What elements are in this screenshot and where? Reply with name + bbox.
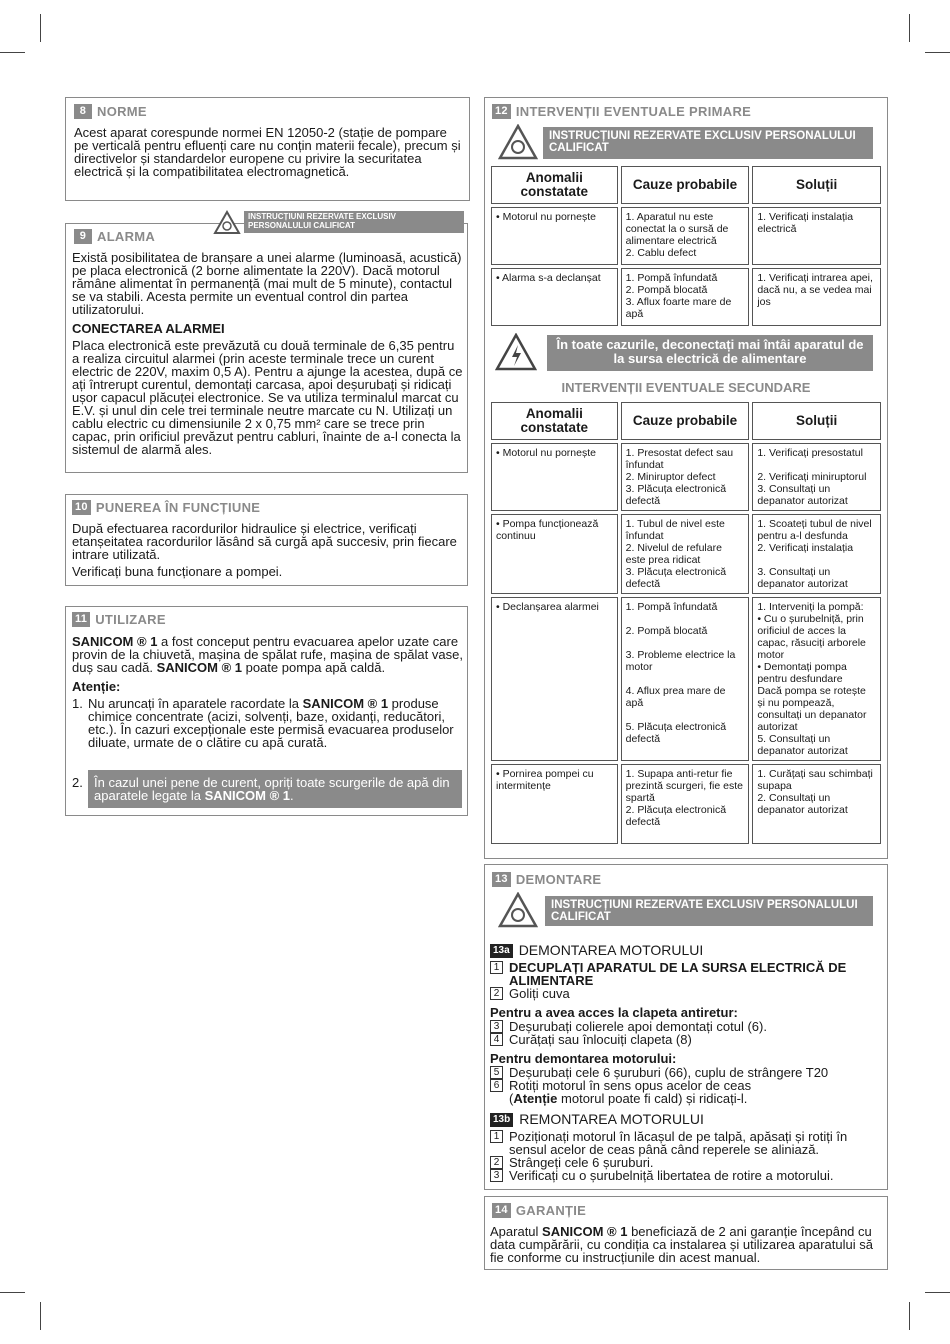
text: . [290,788,294,803]
utilizare-text [72,635,466,749]
qualified-personnel-banner: INSTRUCȚIUNI REZERVATE EXCLUSIV PERSONALULUI CALIFICAT [543,127,873,159]
step-text: Goliți cuva [509,986,570,1001]
table-cell: 1. Verificați intrarea apei, dacă nu, a se vedea mai jos [752,268,881,326]
electrical-hazard-icon [495,333,537,371]
column-header: Cauze probabile [621,402,750,440]
table-cell: 1. Aparatul nu este conectat la o sursă de alimentare electrică 2. Cablu defect [621,207,750,265]
section-title: UTILIZARE [95,612,166,627]
section-punere-heading [72,500,260,515]
column-header: Cauze probabile [621,166,750,204]
brand-name: SANICOM ® 1 [204,788,291,803]
table-cell: • Pompa funcționează continuu [491,514,618,594]
table-row [491,268,881,326]
section-number: 8 [74,104,92,119]
caution-triangle-icon [498,124,538,160]
qualified-personnel-banner: INSTRUCȚIUNI REZERVATE EXCLUSIV PERSONALULUI CALIFICAT [545,896,873,926]
brand-name: SANICOM ® 1 [542,1224,628,1239]
paragraph: Acest aparat corespunde normei EN 12050-2 (stație de pompare pe verticală pentru efluenți care nu conțin materii fecale), precum și directivelor și standardelor europene cu privire la securitatea electrică și la compatibilitatea electromagnetică. [74,125,461,179]
table-cell: • Motorul nu pornește [491,443,618,511]
crop-mark [40,14,41,42]
list-item [490,987,884,1000]
table-row [491,764,881,844]
table-row [491,207,881,265]
section-alarma-heading [74,229,155,244]
paragraph [490,1225,884,1264]
section-title: ALARMA [97,229,156,244]
section-interventii-heading [492,104,751,119]
section-title: GARANȚIE [515,1203,587,1218]
table-cell: • Motorul nu pornește [491,207,618,265]
brand-name: SANICOM ® 1 [302,696,389,711]
section-utilizare-heading [72,612,166,627]
table-row [491,443,881,511]
secondary-interventions-table [488,399,884,847]
step-text: Strângeți cele 6 șuruburi. [509,1155,654,1170]
brand-name: SANICOM ® 1 [72,634,158,649]
garantie-text [490,1225,884,1268]
step-number: 3 [490,1020,503,1033]
subheading: CONECTAREA ALARMEI [72,321,225,336]
table-cell: 1. Verificați presostatul 2. Verificați miniruptorul 3. Consultați un depanator autorizat [752,443,881,511]
section-title: NORME [97,104,147,119]
qualified-personnel-banner: INSTRUCȚIUNI REZERVATE EXCLUSIV PERSONALULUI CALIFICAT [244,211,464,233]
paragraph: Verificați buna funcționare a pompei. [72,564,283,579]
table-cell: • Pornirea pompei cu intermitențe [491,764,618,844]
item-number: 1. [72,696,83,711]
list-item [72,776,83,789]
subheading: Atenție: [72,679,121,694]
table-cell: 1. Presostat defect sau înfundat 2. Miniruptor defect 3. Plăcuța electronică defectă [621,443,750,511]
caution-triangle-icon [213,210,241,235]
list-item [490,1033,884,1046]
table-cell: 1. Pompă înfundată 2. Pompă blocată 3. Probleme electrice la motor 4. Aflux prea mare de apă 5. Plăcuța electronică defectă [621,597,750,761]
step-number: 3 [490,1169,503,1182]
alarma-text [72,251,464,460]
section-number: 10 [72,500,91,515]
primary-interventions-table [488,163,884,329]
text: a fost conceput pentru evacuarea apelor uzate care provin de la chiuvetă, mașina de spălat rufe, mașina de spălat vase, duș sau cadă. [72,634,463,675]
step-text: Poziționați motorul în lăcașul de pe talpă, apăsați și rotiți în sensul acelor de ceas până când reperele se aliniază. [509,1129,848,1157]
paragraph [72,635,466,674]
table-cell: 1. Pompă înfundată 2. Pompă blocată 3. Aflux foarte mare de apă [621,268,750,326]
step-text: Atenție [513,1091,558,1106]
subsection-number: 13a [490,944,513,958]
list-item [490,1130,884,1156]
table-header-row [491,166,881,204]
step-text: DECUPLAȚI APARATUL DE LA SURSA ELECTRICĂ DE ALIMENTARE [509,960,847,988]
crop-mark [0,1292,25,1293]
column-header: Anomalii constatate [491,402,618,440]
table-cell: • Alarma s-a declanșat [491,268,618,326]
section-title: DEMONTARE [515,872,602,887]
step-text: Deșurubați cele 6 șuruburi (66), cuplu de strângere T20 [509,1065,829,1080]
crop-mark [909,1302,910,1330]
step-number: 2 [490,1156,503,1169]
brand-name: SANICOM ® 1 [156,660,242,675]
step-text: Rotiți motorul în sens opus acelor de ceas [509,1078,752,1093]
section-number: 13 [492,872,511,887]
crop-mark [925,52,950,53]
text: În cazul unei pene de curent, opriți toate scurgerile de apă din aparatele legate la [94,775,450,803]
paragraph: După efectuarea racordurilor hidraulice și electrice, verificați etanșeitatea racordurilor lăsând să curgă apă succesiv, prin fiecare intrare utilizată. [72,521,457,562]
step-text: motorul poate fi cald) și ridicați-l. [557,1091,748,1106]
paragraph: Există posibilitatea de branșare a unei alarme (luminoasă, acustică) pe placa electronică (2 borne alimentate la 220V). Dacă motorul rămâne alimentat în permanență (mai mult de 5 minute), contactul se va stabili. Acesta permite un eventual control din partea utilizatorului. [72,250,462,317]
table-cell: 1. Verificați instalația electrică [752,207,881,265]
step-number: 2 [490,987,503,1000]
list-item [72,697,466,749]
caution-triangle-icon [498,892,538,928]
list-item [490,1169,884,1182]
column-header: Soluții [752,402,881,440]
item-number: 2. [72,775,83,790]
table-cell: 1. Scoateți tubul de nivel pentru a-l desfunda 2. Verificați instalația 3. Consultați un depanator autorizat [752,514,881,594]
step-number: 1 [490,961,503,974]
section-number: 11 [72,612,90,627]
crop-mark [909,14,910,42]
column-header: Soluții [752,166,881,204]
section-number: 14 [492,1203,511,1218]
step-group-heading: Pentru a avea acces la clapeta antiretur: [490,1005,738,1020]
paragraph: Placa electronică este prevăzută cu două terminale de 6,35 pentru a realiza circuitul alarmei (prin aceste terminale trece un curent electric de 220V, maxim 0,5 A). Pentru a ajunge la acestea, după ce ați întrerupt curentul, demontați carcasa, apoi deșurubați și ridicați ușor capacul plăcuței electronice. Se va utiliza terminalul marcat cu E.V. și unul din cele trei terminale neutre marcate cu N. Utilizați un cablu electric cu dimensiunile 2 x 0,75 mm² care se trece prin capac, prin orificiul prevăzut pentru cabluri, înainte de a-l conecta la sistemul de alarmă ales. [72,338,463,457]
section-norme-heading [74,104,147,119]
step-number: 4 [490,1033,503,1046]
secondary-interventions-title: INTERVENȚII EVENTUALE SECUNDARE [561,380,811,395]
norme-text [74,126,464,182]
crop-mark [925,1292,950,1293]
subsection-heading [490,1113,884,1127]
punere-text [72,522,464,582]
table-cell: 1. Tubul de nivel este înfundat 2. Nivelul de refulare este prea ridicat 3. Plăcuța electronică defectă [621,514,750,594]
text: Aparatul [490,1224,543,1239]
power-outage-note [88,770,462,808]
text: poate pompa apă caldă. [241,660,386,675]
text: beneficiază de 2 ani garanție începând cu data cumpărării, cu condiția ca instalarea și utilizarea aparatului să fie conforme cu instrucțiunile din acest manual. [490,1224,873,1265]
subsection-title: REMONTAREA MOTORULUI [519,1111,704,1127]
table-header-row [491,402,881,440]
section-title: PUNEREA ÎN FUNCȚIUNE [95,500,261,515]
step-text: Verificați cu o șurubelniță libertatea de rotire a motorului. [509,1168,834,1183]
table-cell: 1. Curățați sau schimbați supapa 2. Consultați un depanator autorizat [752,764,881,844]
step-text: Deșurubați colierele apoi demontați cotul (6). [509,1019,767,1034]
step-group-heading: Pentru demontarea motorului: [490,1051,677,1066]
step-number: 6 [490,1079,503,1092]
column-header: Anomalii constatate [491,166,618,204]
section-number: 12 [492,104,511,119]
subsection-heading [490,944,884,958]
section-garantie-heading [492,1203,586,1218]
section-demontare-heading [492,872,601,887]
table-cell: 1. Interveniți la pompă: • Cu o șurubelniță, prin orificiul de acces la capac, răsuciți arborele motor • Demontați pompa pentru desfundare Dacă pompa se rotește și nu pompează, consultați un depanator autorizat 5. Consultați un depanator autorizat [752,597,881,761]
step-number: 5 [490,1066,503,1079]
subsection-title: DEMONTAREA MOTORULUI [518,942,704,958]
list-item: 6 Rotiți motorul în sens opus acelor de ceas (Atenție motorul poate fi cald) și ridicați-l. [490,1079,884,1105]
table-cell: 1. Supapa anti-retur fie prezintă scurgeri, fie este spartă 2. Plăcuța electronică defectă [621,764,750,844]
section-title: INTERVENȚII EVENTUALE PRIMARE [515,104,752,119]
table-cell: • Declanșarea alarmei [491,597,618,761]
list-item [490,961,884,987]
table-row [491,514,881,594]
step-text: Curățați sau înlocuiți clapeta (8) [509,1032,692,1047]
subsection-number: 13b [490,1113,513,1127]
disconnect-warning: În toate cazurile, deconectați mai întâi aparatul de la sursa electrică de alimentare [547,335,873,371]
table-row [491,597,881,761]
crop-mark [40,1302,41,1330]
text: produse chimice concentrate (acizi, solvenți, baze, oxidanți, reducători, etc.). În cazuri excepționale este permisă evacuarea produselor diluate, urmate de o clătire cu apă curată. [88,696,454,750]
section-number: 9 [74,229,92,244]
crop-mark [0,52,25,53]
step-number: 1 [490,1130,503,1143]
demontare-steps [490,944,884,1182]
text: Nu aruncați în aparatele racordate la [88,696,303,711]
